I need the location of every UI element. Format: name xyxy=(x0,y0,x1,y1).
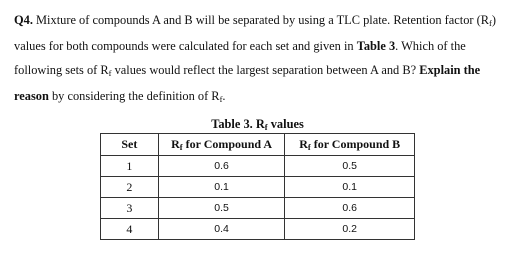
cell-rf-a: 0.1 xyxy=(158,177,285,198)
question-text xyxy=(14,9,510,112)
question-part-2: ) values for both compounds were calculated for each set and given in xyxy=(14,13,496,54)
question-part-3: . Which of the following sets of R xyxy=(14,39,466,77)
cell-rf-b: 0.1 xyxy=(285,177,415,198)
question-part-6: . xyxy=(222,89,226,104)
question-part-1: Mixture of compounds A and B will be separated by using a TLC plate. Retention factor (R xyxy=(32,13,490,27)
question-part-5: by considering the definition of R xyxy=(48,89,220,104)
cell-rf-a: 0.5 xyxy=(158,198,285,219)
table-title xyxy=(100,117,415,134)
header-b-r: R xyxy=(299,137,308,151)
cell-rf-a: 0.4 xyxy=(158,219,285,240)
rf-values-table xyxy=(100,133,415,240)
table-row xyxy=(101,198,415,219)
question-part-4: values would reflect the largest separation between A and B? xyxy=(111,62,420,77)
table-title-r: R xyxy=(252,117,265,131)
header-set: Set xyxy=(101,134,159,156)
header-a-r: R xyxy=(171,137,180,151)
table-row xyxy=(101,156,415,177)
cell-set: 4 xyxy=(101,219,159,240)
table-title-end: values xyxy=(267,117,304,131)
cell-rf-b: 0.5 xyxy=(285,156,415,177)
cell-set: 1 xyxy=(101,156,159,177)
header-b-label: for Compound B xyxy=(310,137,401,151)
cell-set: 2 xyxy=(101,177,159,198)
header-compound-b xyxy=(285,134,415,156)
table-title-subscript: f xyxy=(264,122,268,132)
explain-instruction: Explain the reason xyxy=(14,62,481,104)
table-title-label: Table 3. xyxy=(211,117,253,131)
table-row xyxy=(101,177,415,198)
subscript-f: f xyxy=(219,94,223,105)
header-b-subscript: f xyxy=(307,142,311,152)
subscript-f: f xyxy=(489,18,492,28)
cell-set: 3 xyxy=(101,198,159,219)
table-row xyxy=(101,219,415,240)
header-compound-a xyxy=(158,134,285,156)
header-a-label: for Compound A xyxy=(182,137,273,151)
subscript-f: f xyxy=(108,67,112,78)
cell-rf-b: 0.2 xyxy=(285,219,415,240)
cell-rf-a: 0.6 xyxy=(158,156,285,177)
table-reference: Table 3 xyxy=(356,39,396,54)
cell-rf-b: 0.6 xyxy=(285,198,415,219)
table-header-row xyxy=(101,134,415,156)
question-number: Q4. xyxy=(14,13,33,27)
header-a-subscript: f xyxy=(179,142,183,152)
